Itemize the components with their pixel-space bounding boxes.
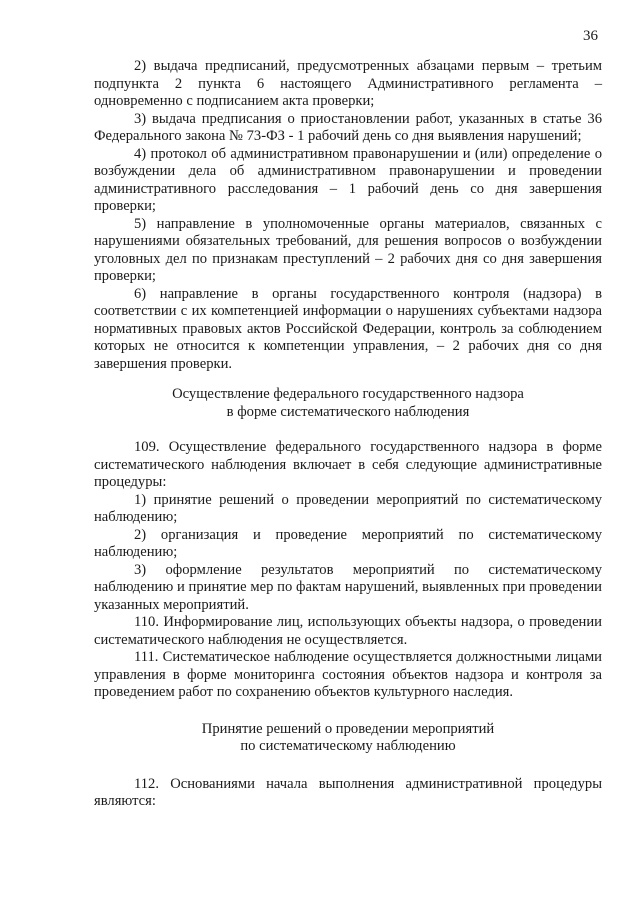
paragraph-111: 111. Систематическое наблюдение осуществляется должностными лицами управления в форме мониторинга состояния объектов надзора и контроля за проведением работ по сохранению объектов культурного наследия. [94, 649, 602, 700]
section-heading-systematic-observation [94, 386, 602, 421]
heading-line: по систематическому наблюдению [240, 738, 456, 754]
document-body [94, 58, 602, 811]
heading-line: Принятие решений о проведении мероприятий [201, 720, 495, 737]
paragraph-item-2: 2) выдача предписаний, предусмотренных абзацами первым – третьим подпункта 2 пункта 6 настоящего Административного регламента – одновременно с подписанием акта проверки; [94, 58, 602, 109]
page-number: 36 [583, 28, 598, 44]
heading-line: Осуществление федерального государственного надзора [172, 386, 524, 402]
paragraph-item-3: 3) выдача предписания о приостановлении работ, указанных в статье 36 Федерального закона № 73-ФЗ - 1 рабочий день со дня выявления нарушений; [94, 110, 602, 144]
paragraph-item-4: 4) протокол об административном правонарушении и (или) определение о возбуждении дела об административном правонарушении и проведении административного расследования – 1 рабочий день со дня завершения проверки; [94, 145, 602, 214]
paragraph-109-item-1: 1) принятие решений о проведении мероприятий по систематическому наблюдению; [94, 491, 602, 525]
paragraph-110: 110. Информирование лиц, использующих объекты надзора, о проведении систематического наблюдения не осуществляется. [94, 614, 602, 648]
section-heading-decision-making [94, 721, 602, 756]
paragraph-112: 112. Основаниями начала выполнения административной процедуры являются: [94, 775, 602, 809]
paragraph-109: 109. Осуществление федерального государственного надзора в форме систематического наблюдения включает в себя следующие административные процедуры: [94, 439, 602, 490]
heading-line: в форме систематического наблюдения [226, 403, 470, 420]
paragraph-109-item-3: 3) оформление результатов мероприятий по систематическому наблюдению и принятие мер по фактам нарушений, выявленных при проведении указанных мероприятий. [94, 561, 602, 613]
paragraph-item-6: 6) направление в органы государственного контроля (надзора) в соответствии с их компетенцией информации о нарушениях субъектами надзора нормативных правовых актов Российской Федерации, контроль за соблюдением которых не относится к компетенции управления, – 2 рабочих дня со дня завершения проверки. [94, 285, 602, 372]
paragraph-109-item-2: 2) организация и проведение мероприятий по систематическому наблюдению; [94, 526, 602, 560]
paragraph-item-5: 5) направление в уполномоченные органы материалов, связанных с нарушениями обязательных требований, для решения вопросов о возбуждении уголовных дел по признакам преступлений – 2 рабочих дня со дня завершения проверки; [94, 215, 602, 284]
